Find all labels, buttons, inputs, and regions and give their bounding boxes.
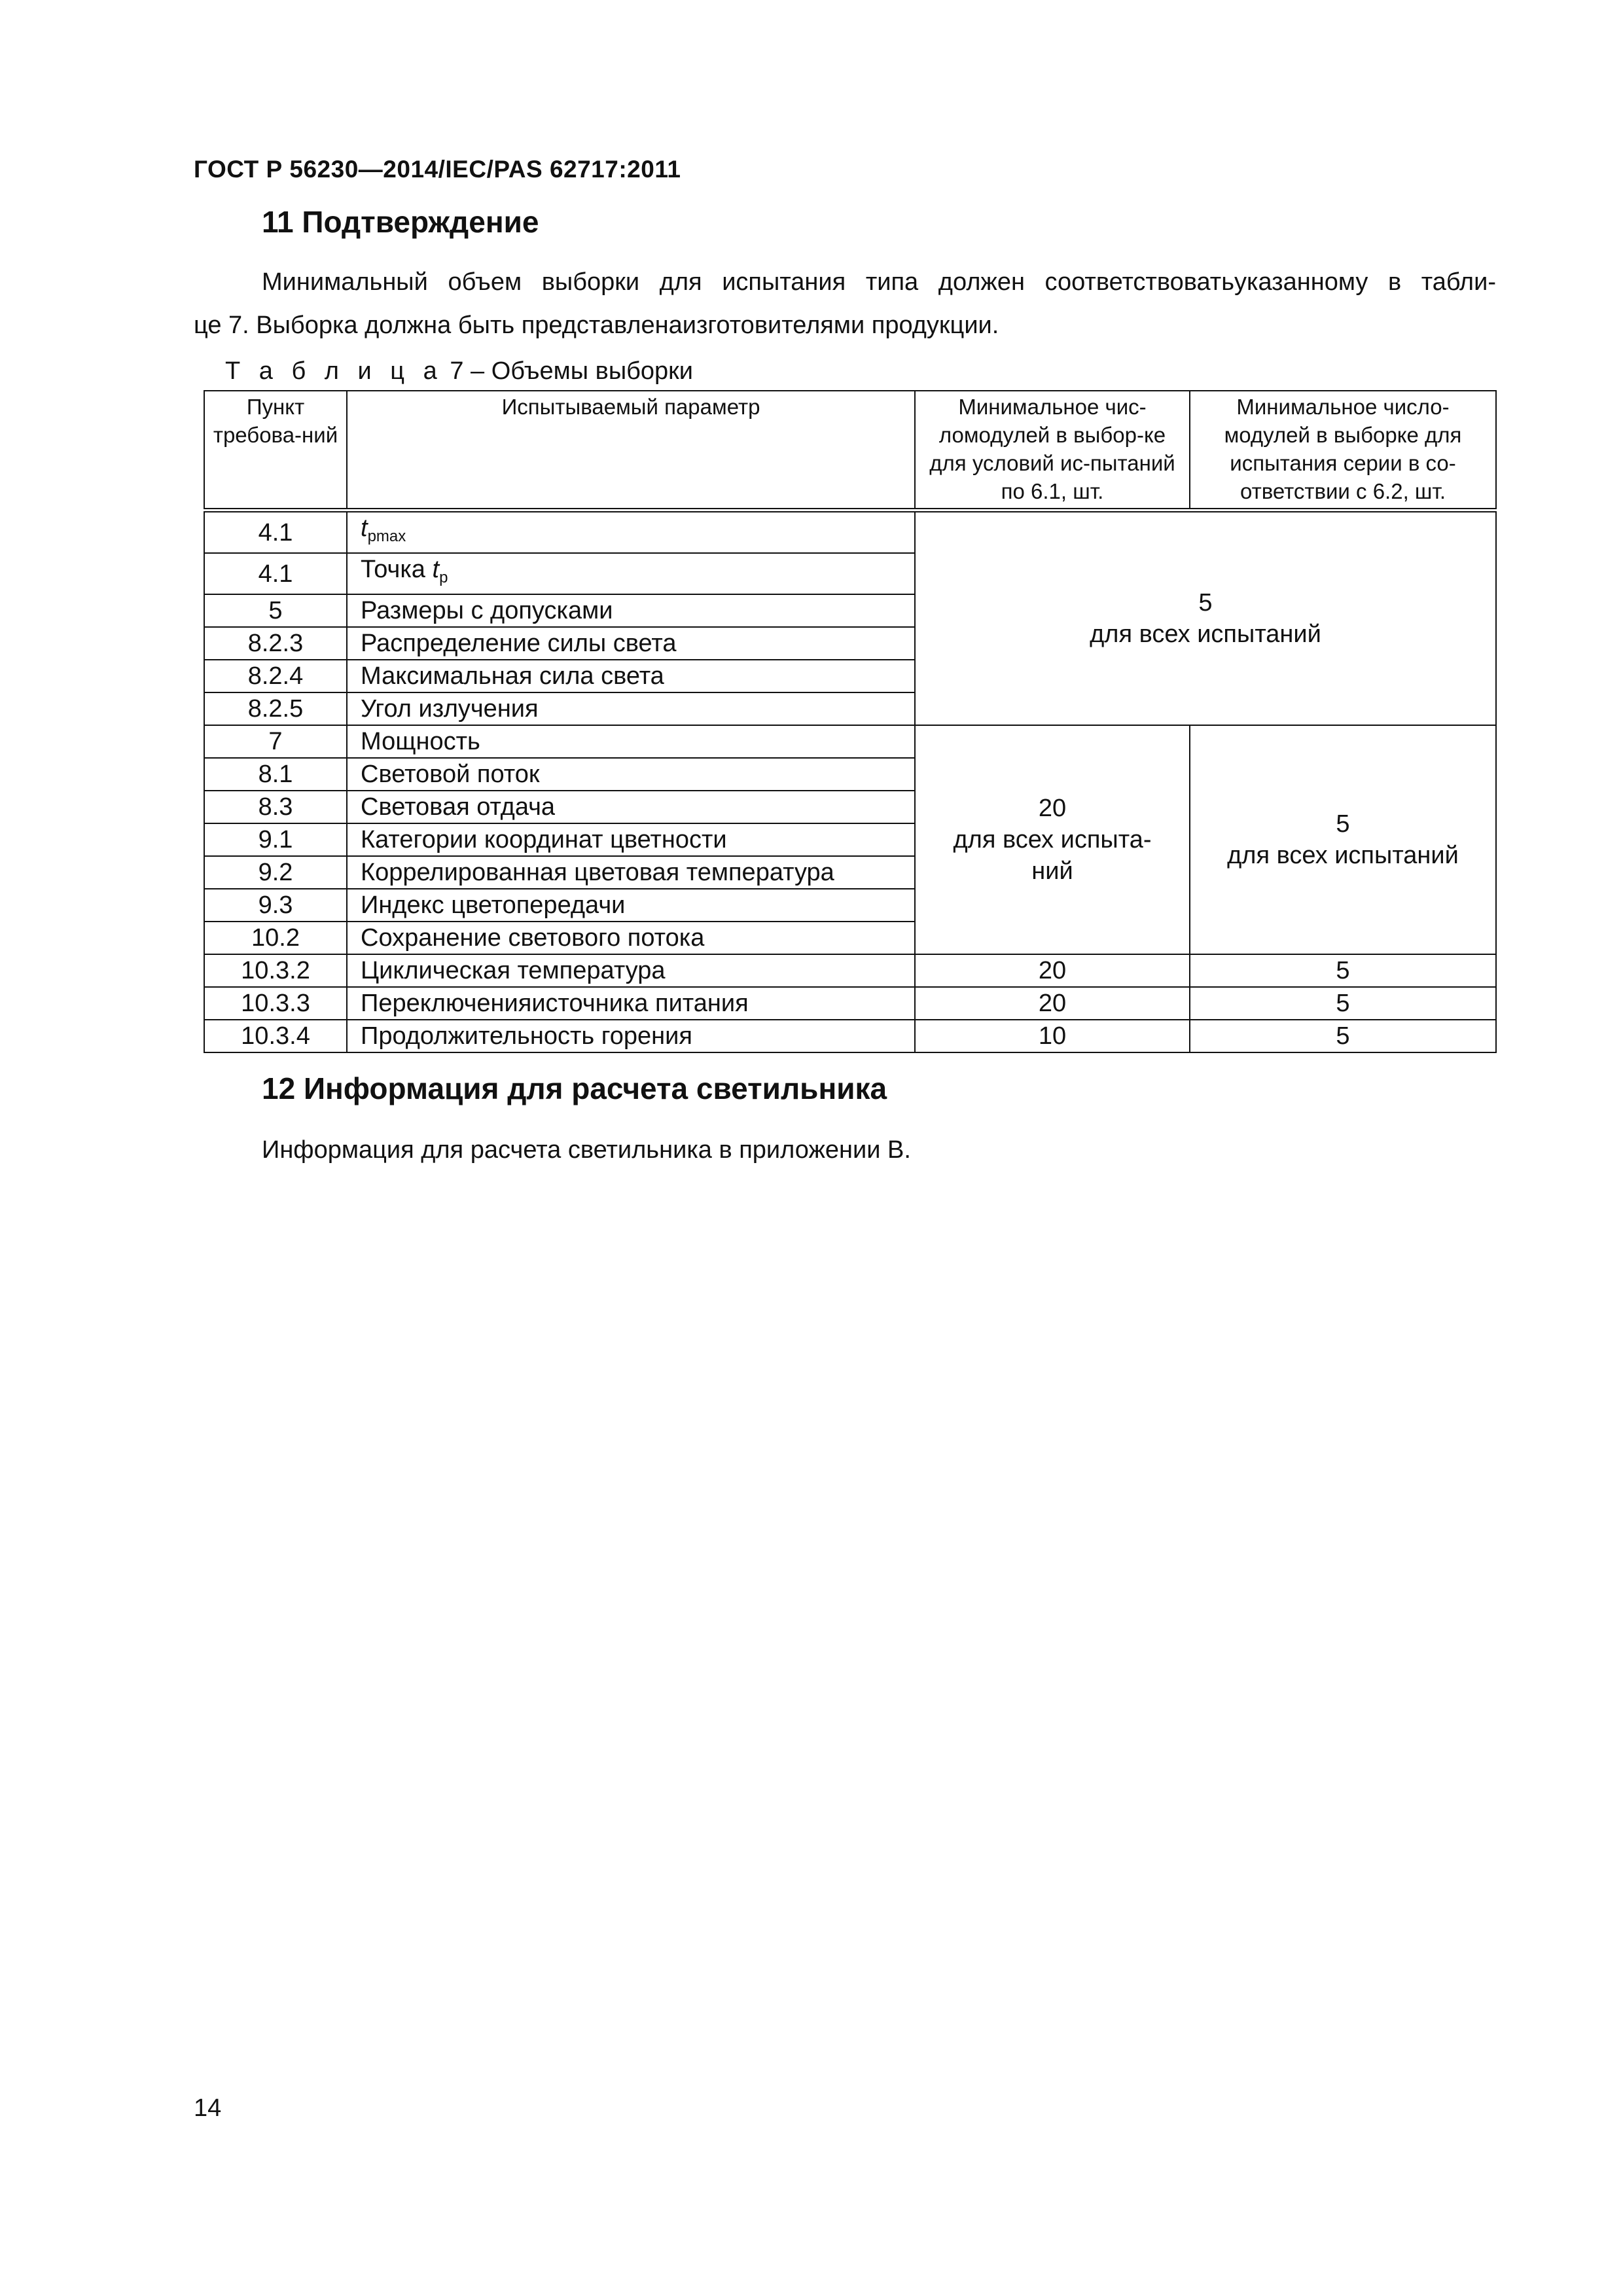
parameter-cell: Коррелированная цветовая температура <box>347 856 915 889</box>
parameter-symbol: t <box>361 514 368 542</box>
parameter-cell: Сохранение светового потока <box>347 922 915 954</box>
parameter-cell <box>347 553 915 594</box>
parameter-cell: Распределение силы света <box>347 627 915 660</box>
parameter-cell: Световая отдача <box>347 791 915 823</box>
section-11-paragraph-line-2: це 7. Выборка должна быть представленаизготовителями продукции. <box>194 312 999 339</box>
page-number: 14 <box>194 2094 222 2122</box>
table-row <box>204 987 1496 1020</box>
header-clause: Пункт требова-ний <box>204 391 347 511</box>
conditions-count-cell: 20 <box>915 954 1190 987</box>
sample-size-table <box>204 390 1497 1053</box>
clause-cell: 8.1 <box>204 758 347 791</box>
parameter-cell: Мощность <box>347 725 915 758</box>
parameter-symbol: t <box>432 556 440 583</box>
group-2-conditions-note-line-1: для всех испыта- <box>953 826 1152 853</box>
clause-cell: 9.2 <box>204 856 347 889</box>
series-count-cell: 5 <box>1190 1020 1496 1052</box>
section-11-paragraph-line-1: Минимальный объем выборки для испытания типа должен соответствоватьуказанному в табли- <box>262 268 1496 296</box>
standard-code-header: ГОСТ Р 56230—2014/IEC/PAS 62717:2011 <box>194 156 681 183</box>
section-11-paragraph <box>194 260 1496 347</box>
group-2-series-cell <box>1190 725 1496 954</box>
section-12-paragraph: Информация для расчета светильника в приложении В. <box>262 1136 911 1164</box>
table-row <box>204 511 1496 554</box>
table-caption-label: Т а б л и ц а <box>225 357 443 385</box>
table-row <box>204 1020 1496 1052</box>
header-parameter: Испытываемый параметр <box>347 391 915 511</box>
clause-cell: 5 <box>204 594 347 627</box>
group-2-conditions-note-line-2: ний <box>1031 857 1073 885</box>
parameter-subscript: p <box>439 569 448 586</box>
parameter-cell: Максимальная сила света <box>347 660 915 692</box>
clause-cell: 10.3.2 <box>204 954 347 987</box>
clause-cell: 8.2.5 <box>204 692 347 725</box>
series-count-cell: 5 <box>1190 987 1496 1020</box>
section-12-title: 12 Информация для расчета светильника <box>262 1071 887 1105</box>
clause-cell: 10.2 <box>204 922 347 954</box>
parameter-cell: Циклическая температура <box>347 954 915 987</box>
table-caption-title: 7 – Объемы выборки <box>442 357 694 385</box>
group-2-series-count: 5 <box>1336 810 1350 838</box>
parameter-cell: Категории координат цветности <box>347 823 915 856</box>
clause-cell: 4.1 <box>204 511 347 554</box>
parameter-cell <box>347 511 915 554</box>
clause-cell: 10.3.4 <box>204 1020 347 1052</box>
header-min-modules-series: Минимальное число-модулей в выборке для испытания серии в со-ответствии с 6.2, шт. <box>1190 391 1496 511</box>
table-7-caption <box>225 357 693 386</box>
group-2-conditions-count: 20 <box>1038 795 1067 822</box>
section-11-title: 11 Подтверждение <box>262 205 539 239</box>
clause-cell: 8.2.3 <box>204 627 347 660</box>
table-row <box>204 725 1496 758</box>
parameter-cell: Размеры с допусками <box>347 594 915 627</box>
clause-cell: 10.3.3 <box>204 987 347 1020</box>
group-2-conditions-cell <box>915 725 1190 954</box>
parameter-cell: Продолжительность горения <box>347 1020 915 1052</box>
parameter-cell: Световой поток <box>347 758 915 791</box>
clause-cell: 9.1 <box>204 823 347 856</box>
group-1-count: 5 <box>1198 589 1213 617</box>
clause-cell: 8.3 <box>204 791 347 823</box>
table-header-row <box>204 391 1496 511</box>
header-min-modules-conditions: Минимальное чис-ломодулей в выбор-ке для условий ис-пытаний по 6.1, шт. <box>915 391 1190 511</box>
clause-cell: 8.2.4 <box>204 660 347 692</box>
parameter-cell: Переключенияисточника питания <box>347 987 915 1020</box>
table-row <box>204 954 1496 987</box>
parameter-subscript: pmax <box>367 528 406 545</box>
clause-cell: 7 <box>204 725 347 758</box>
conditions-count-cell: 10 <box>915 1020 1190 1052</box>
parameter-text: Точка <box>361 556 433 583</box>
conditions-count-cell: 20 <box>915 987 1190 1020</box>
parameter-cell: Индекс цветопередачи <box>347 889 915 922</box>
clause-cell: 9.3 <box>204 889 347 922</box>
parameter-cell: Угол излучения <box>347 692 915 725</box>
series-count-cell: 5 <box>1190 954 1496 987</box>
group-1-count-cell <box>915 511 1496 726</box>
group-2-series-note: для всех испытаний <box>1227 842 1459 869</box>
clause-cell: 4.1 <box>204 553 347 594</box>
group-1-note: для всех испытаний <box>1090 620 1321 648</box>
